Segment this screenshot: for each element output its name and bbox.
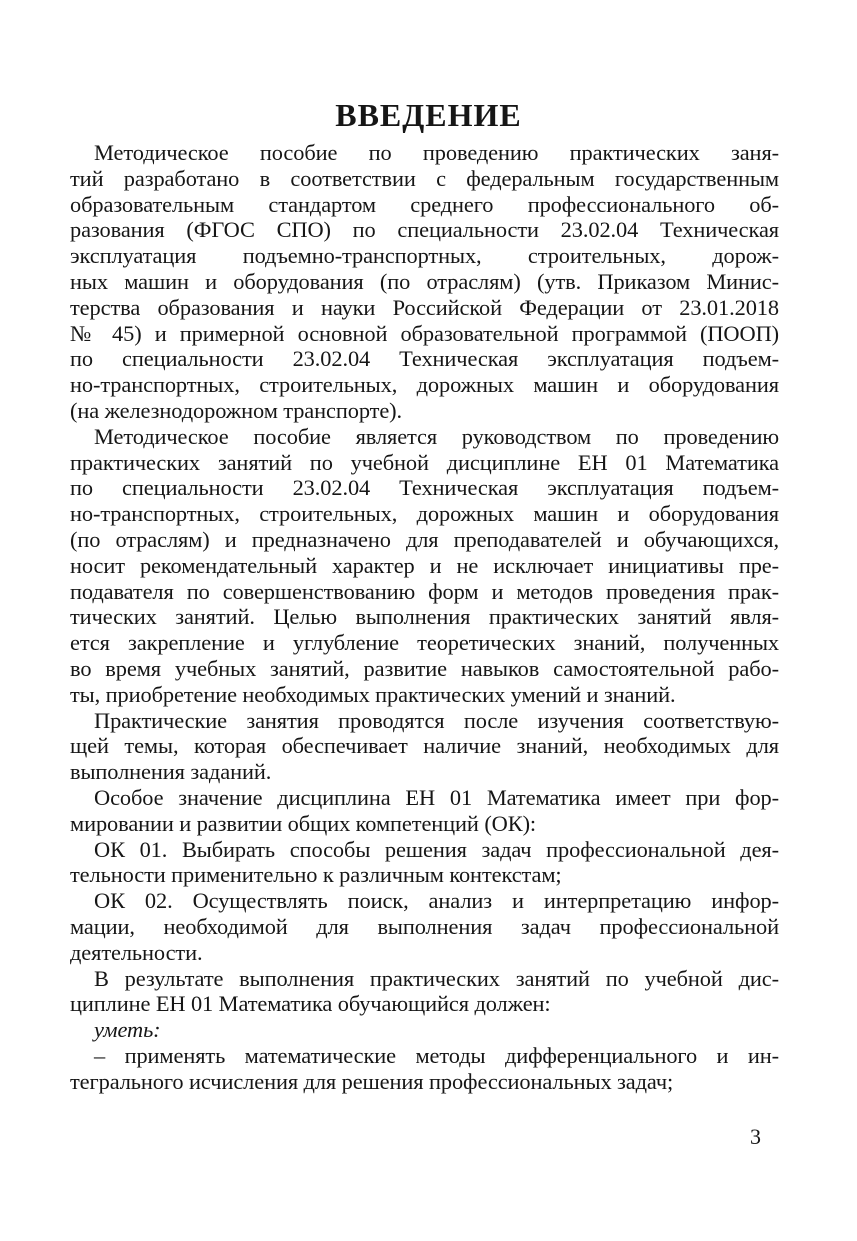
text-line: щей темы, которая обеспечивает наличие знаний, необходимых для — [70, 733, 779, 759]
text-line: уметь: — [94, 1017, 161, 1043]
text-line: ОК 02. Осуществлять поиск, анализ и интерпретацию инфор- — [94, 888, 779, 914]
text-line: № 45) и примерной основной образовательной программой (ПООП) — [70, 320, 779, 346]
text-line: ется закрепление и углубление теоретических знаний, полученных — [70, 630, 779, 656]
paragraph — [70, 785, 779, 837]
text-line: эксплуатация подъемно-транспортных, строительных, дорож- — [70, 243, 779, 269]
text-line: тегрального исчисления для решения профессиональных задач; — [70, 1068, 674, 1094]
paragraph — [70, 966, 779, 1018]
text-line: по специальности 23.02.04 Техническая эксплуатация подъем- — [70, 475, 779, 501]
text-line: во время учебных занятий, развитие навыков самостоятельной рабо- — [70, 655, 779, 681]
paragraph — [70, 1017, 779, 1043]
text-line: разования (ФГОС СПО) по специальности 23.02.04 Техническая — [70, 217, 779, 243]
text-line: тических занятий. Целью выполнения практических занятий явля- — [70, 604, 779, 630]
text-line: (по отраслям) и предназначено для преподавателей и обучающихся, — [70, 526, 779, 552]
text-line: носит рекомендательный характер и не исключает инициативы пре- — [70, 552, 779, 578]
text-line: – применять математические методы дифференциального и ин- — [94, 1042, 779, 1068]
text-line: циплине ЕН 01 Математика обучающийся должен: — [70, 991, 551, 1017]
page-title: ВВЕДЕНИЕ — [335, 97, 522, 133]
text-line: Методическое пособие по проведению практических заня- — [94, 140, 779, 165]
text-line: Практические занятия проводятся после изучения соответствую- — [94, 707, 779, 733]
text-line: Методическое пособие является руководством по проведению — [94, 423, 779, 449]
text-line: подавателя по совершенствованию форм и методов проведения прак- — [70, 578, 779, 604]
paragraph — [70, 708, 779, 785]
paragraph — [70, 837, 779, 889]
text-line: деятельности. — [70, 939, 203, 965]
paragraph — [70, 1043, 779, 1095]
paragraph — [70, 140, 779, 424]
text-line: ты, приобретение необходимых практических умений и знаний. — [70, 681, 676, 707]
text-line: (на железнодорожном транспорте). — [70, 397, 403, 423]
text-line: мации, необходимой для выполнения задач профессиональной — [70, 913, 779, 939]
text-line: тельности применительно к различным контекстам; — [70, 862, 562, 888]
text-line: по специальности 23.02.04 Техническая эксплуатация подъем- — [70, 346, 779, 372]
paragraph — [70, 888, 779, 965]
text-line: но-транспортных, строительных, дорожных машин и оборудования — [70, 501, 779, 527]
text-line: терства образования и науки Российской Федерации от 23.01.2018 — [70, 294, 779, 320]
text-line: выполнения заданий. — [70, 759, 272, 785]
text-line: тий разработано в соответствии с федеральным государственным — [70, 165, 779, 191]
text-line: но-транспортных, строительных, дорожных машин и оборудования — [70, 372, 779, 398]
paragraph — [70, 424, 779, 708]
text-line: образовательным стандартом среднего профессионального об- — [70, 191, 779, 217]
text-line: практических занятий по учебной дисциплине ЕН 01 Математика — [70, 449, 779, 475]
text-line: Особое значение дисциплина ЕН 01 Математика имеет при фор- — [94, 784, 779, 810]
body-text — [70, 140, 779, 1094]
page-number: 3 — [750, 1124, 761, 1149]
text-line: В результате выполнения практических занятий по учебной дис- — [94, 965, 779, 991]
text-line: мировании и развитии общих компетенций (ОК): — [70, 810, 537, 836]
text-line: ных машин и оборудования (по отраслям) (утв. Приказом Минис- — [70, 268, 779, 294]
text-line: ОК 01. Выбирать способы решения задач профессиональной дея- — [94, 836, 779, 862]
